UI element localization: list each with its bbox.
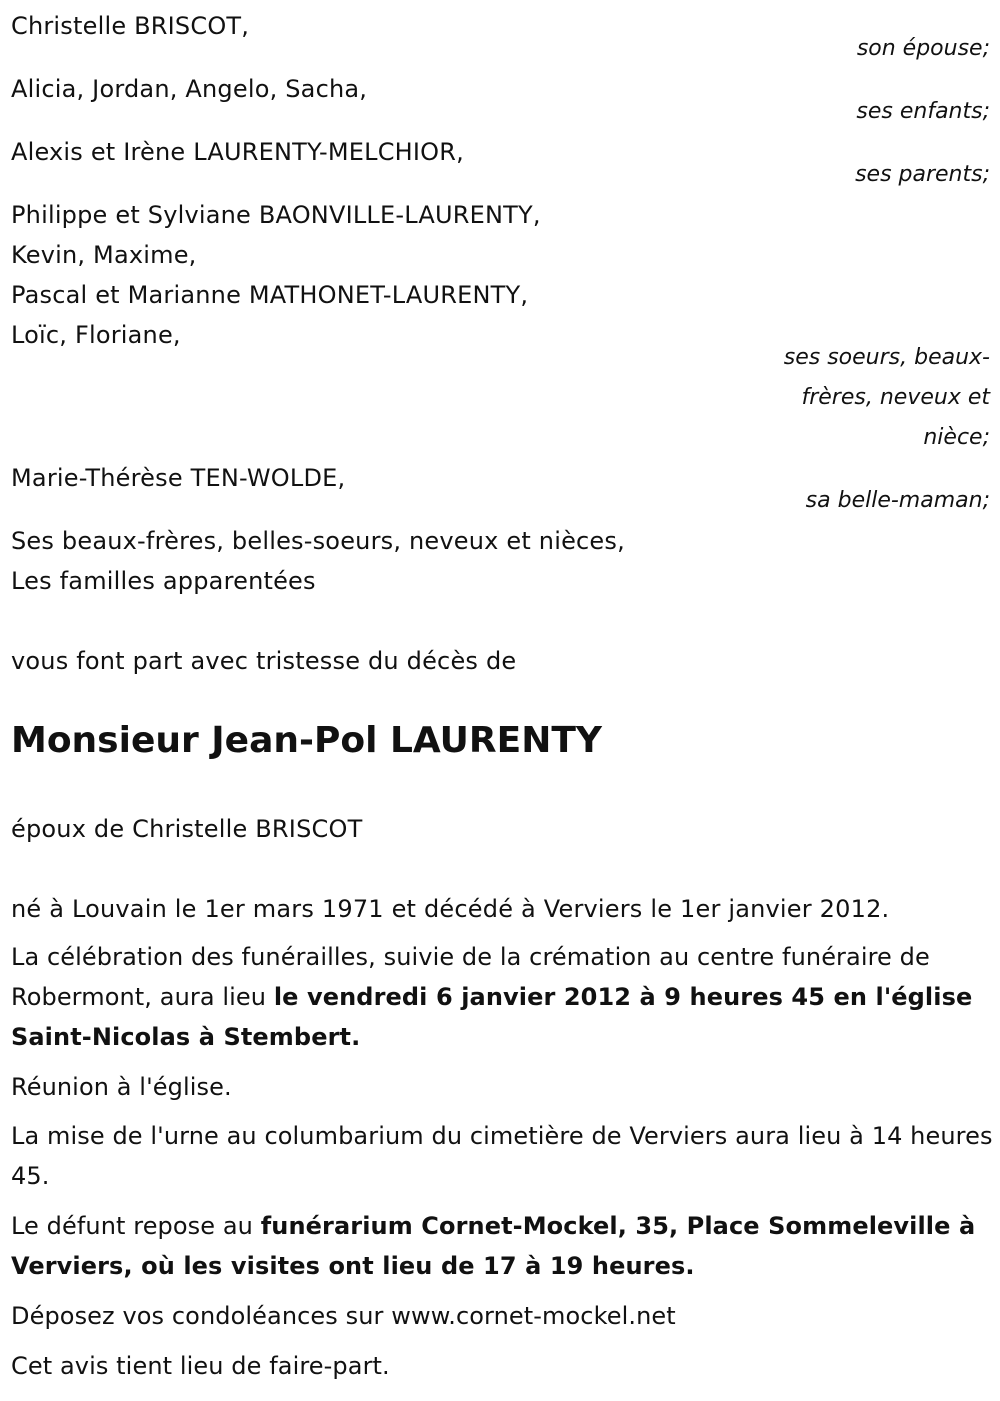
family-name-line: Kevin, Maxime, [11, 241, 197, 269]
announcement-text: vous font part avec tristesse du décès de [11, 647, 517, 675]
relation-label: ses enfants; [856, 99, 990, 124]
condolences-line: Déposez vos condoléances sur www.cornet-mockel.net [11, 1302, 676, 1330]
family-name-line: Les familles apparentées [11, 567, 316, 595]
deceased-name: Monsieur Jean-Pol LAURENTY [11, 720, 602, 761]
relation-label: son épouse; [856, 36, 990, 61]
relation-label: nièce; [923, 425, 990, 450]
reunion-paragraph: Réunion à l'église. [11, 1073, 232, 1101]
spouse-line: époux de Christelle BRISCOT [11, 815, 363, 843]
family-name-line: Loïc, Floriane, [11, 321, 181, 349]
urn-paragraph: La mise de l'urne au columbarium du cimetière de Verviers aura lieu à 14 heures 45. [11, 1122, 993, 1190]
family-name-line: Ses beaux-frères, belles-soeurs, neveux et nièces, [11, 527, 625, 555]
family-name-line: Philippe et Sylviane BAONVILLE-LAURENTY, [11, 201, 541, 229]
family-name-line: Pascal et Marianne MATHONET-LAURENTY, [11, 281, 529, 309]
relation-label: frères, neveux et [801, 385, 990, 410]
family-name-line: Alexis et Irène LAURENTY-MELCHIOR, [11, 138, 464, 166]
notice-line: Cet avis tient lieu de faire-part. [11, 1352, 390, 1380]
repose-paragraph [11, 1206, 996, 1286]
relation-label: sa belle-maman; [805, 488, 990, 513]
funerarium-details: funérarium Cornet-Mockel, 35, Place Sommeleville à Verviers, où les visites ont lieu de 17 à 19 heures. [11, 1212, 976, 1280]
family-name-line: Christelle BRISCOT, [11, 12, 250, 40]
funeral-paragraph [11, 937, 996, 1057]
family-name-line: Alicia, Jordan, Angelo, Sacha, [11, 75, 368, 103]
funeral-text: La célébration des funérailles, suivie de la crémation au centre funéraire de Robermont, aura lieu [11, 943, 930, 1011]
relation-label: ses parents; [855, 162, 990, 187]
funeral-datetime-place: le vendredi 6 janvier 2012 à 9 heures 45 en l'église Saint-Nicolas à Stembert. [11, 983, 973, 1051]
birth-death-line: né à Louvain le 1er mars 1971 et décédé à Verviers le 1er janvier 2012. [11, 895, 890, 923]
family-name-line: Marie-Thérèse TEN-WOLDE, [11, 464, 346, 492]
relation-label: ses soeurs, beaux- [783, 345, 990, 370]
repose-text: Le défunt repose au [11, 1212, 261, 1240]
